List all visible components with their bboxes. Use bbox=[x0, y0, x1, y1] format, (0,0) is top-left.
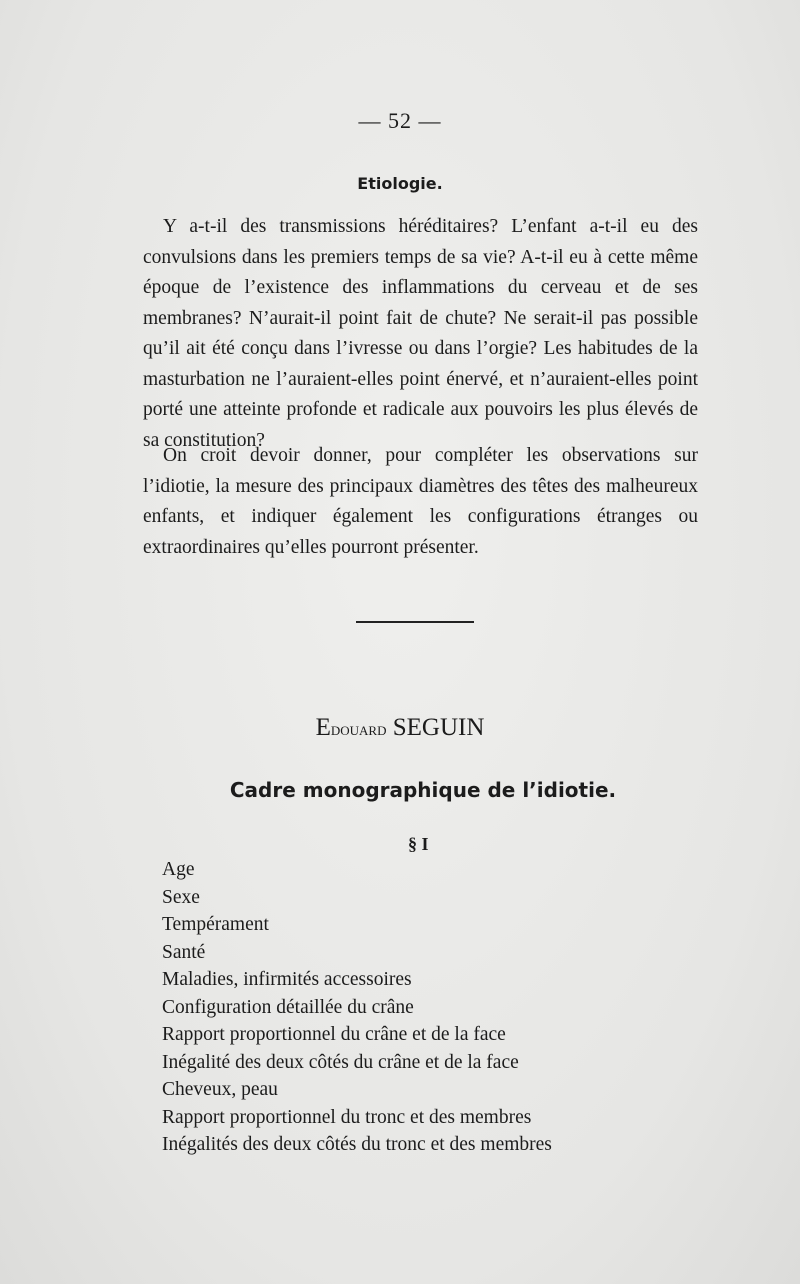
list-item: Rapport proportionnel du tronc et des membres bbox=[162, 1106, 532, 1128]
list-item: Inégalités des deux côtés du tronc et des membres bbox=[162, 1134, 552, 1155]
list-item: Age bbox=[162, 859, 195, 880]
author-first-rest: douard bbox=[330, 719, 387, 739]
list-item: Tempérament bbox=[162, 914, 269, 935]
list-item: Santé bbox=[162, 941, 206, 963]
author-last-name: SEGUIN bbox=[392, 714, 485, 741]
list-item: Rapport proportionnel du crâne et de la face bbox=[162, 1024, 506, 1045]
monograph-list bbox=[162, 856, 552, 1159]
list-item: Sexe bbox=[162, 886, 200, 908]
paragraph-text: Y a-t-il des transmissions héréditaires? L’enfant a-t-il eu des convulsions dans les premiers temps de sa vie? A-t-il eu à cette même époque de l’existence des inflammations du cerveau et de ses membranes? N’aurait-il point fait de chute? Ne serait-il pas possible qu’il ait été conçu dans l’ivresse ou dans l’orgie? Les habitudes de la masturbation ne l’auraient-elles point énervé, et n’auraient-elles point porté une atteinte profonde et radicale aux pouvoirs les plus élevés de sa constitution? bbox=[143, 216, 698, 451]
list-item: Configuration détaillée du crâne bbox=[162, 996, 414, 1018]
page-number: — 52 — bbox=[358, 108, 442, 133]
paragraph-text: On croit devoir donner, pour compléter les observations sur l’idiotie, la mesure des principaux diamètres des têtes des malheureux enfants, et indiquer également les configurations étranges ou extraordinaires qu’elles pourront présenter. bbox=[143, 445, 698, 558]
list-item: Maladies, infirmités accessoires bbox=[162, 969, 412, 990]
list-item: Inégalité des deux côtés du crâne et de la face bbox=[162, 1051, 519, 1073]
list-item: Cheveux, peau bbox=[162, 1079, 278, 1100]
subtitle: Cadre monographique de l’idiotie. bbox=[229, 778, 617, 802]
author-heading bbox=[0, 714, 800, 742]
paragraph-mark: § I bbox=[408, 834, 429, 854]
paragraph-etiology-questions bbox=[143, 212, 698, 456]
author-first-initial: E bbox=[315, 714, 331, 741]
section-title: Etiologie. bbox=[357, 174, 443, 193]
section-divider bbox=[356, 621, 474, 623]
paragraph-measurements bbox=[143, 441, 698, 563]
